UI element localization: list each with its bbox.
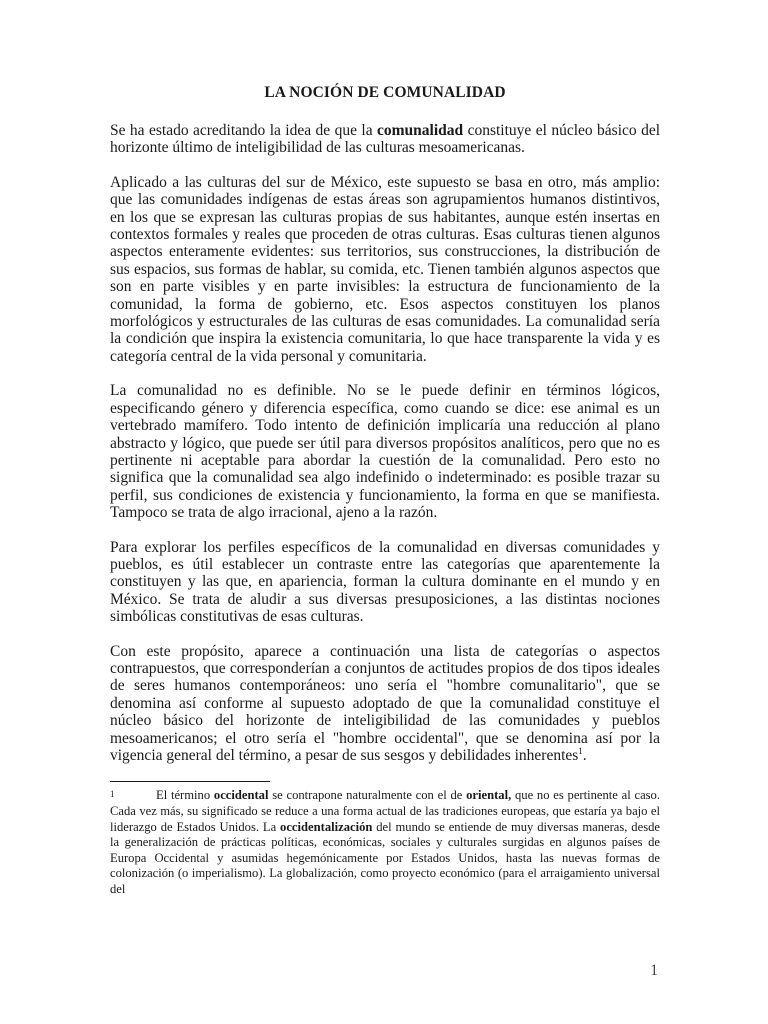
footnote-text-e: que no es pertinente al caso. Cada vez más, su significado se reduce a una forma actual de las tradiciones europeas, que estaría ya bajo el liderazgo de Estados Unidos. La xyxy=(110,788,661,834)
footnote-text-c: se contrapone naturalmente con el de xyxy=(268,788,467,803)
page-number: 1 xyxy=(650,962,658,979)
footnote-bold-occidental: occidental xyxy=(213,788,269,803)
footnote-text-a: El término xyxy=(156,788,214,803)
paragraph-1-bold-term: comunalidad xyxy=(377,122,464,139)
paragraph-5-text: Con este propósito, aparece a continuación una lista de categorías o aspectos contrapuestos, que corresponderían a conjuntos de actitudes propios de dos tipos ideales de seres humanos contemporáneos: uno sería el "hombre comunalitario", que se denomina así conforme al supuesto adoptado de que la comunalidad constituye el núcleo básico del horizonte de inteligibilidad de las comunidades y pueblos mesoamericanos; el otro sería el "hombre occidental", que se denomina así por la vigencia general del término, a pesar de sus sesgos y debilidades inherentes xyxy=(110,642,660,764)
paragraph-4: Para explorar los perfiles específicos de la comunalidad en diversas comunidades y pueblos, es útil establecer un contraste entre las categorías que aparentemente la constituyen y las que, en apariencia, forman la cultura dominante en el mundo y en México. Se trata de aludir a sus diversas presuposiciones, a las distintas nociones simbólicas constitutivas de esas culturas. xyxy=(110,538,660,626)
paragraph-5 xyxy=(110,643,660,765)
footnote-1 xyxy=(110,788,660,897)
page-title: LA NOCIÓN DE COMUNALIDAD xyxy=(264,84,506,101)
document-body xyxy=(110,84,660,898)
paragraph-1-text-c: constituye el núcleo básico del horizonte último de inteligibilidad de las culturas mesoamericanas. xyxy=(110,122,661,157)
paragraph-3: La comunalidad no es definible. No se le puede definir en términos lógicos, especificando género y diferencia específica, como cuando se dice: ese animal es un vertebrado mamífero. Todo intento de definición implicaría una reducción al plano abstracto y lógico, que puede ser útil para diversos propósitos analíticos, pero que no es pertinente ni aceptable para abordar la cuestión de la comunalidad. Pero esto no significa que la comunalidad sea algo indefinido o indeterminado: es posible trazar su perfil, sus condiciones de existencia y funcionamiento, la forma en que se manifiesta. Tampoco se trata de algo irracional, ajeno a la razón. xyxy=(110,382,660,522)
paragraph-5-end: . xyxy=(582,747,587,764)
footnote-text-g: del mundo se entiende de muy diversas maneras, desde la generalización de prácticas políticas, económicas, sociales y culturales surgidas en algunos países de Europa Occidental y asumidas hegemónicamente por Estados Unidos, hasta las nuevas formas de colonización (o imperialismo). La globalización, como proyecto económico (para el arraigamiento universal del xyxy=(110,819,660,896)
footnote-separator xyxy=(110,781,270,782)
footnote-reference[interactable]: 1 xyxy=(578,745,583,756)
footnote-bold-occidentalizacion: occidentalización xyxy=(280,819,373,834)
paragraph-1-text-a: Se ha estado acreditando la idea de que la xyxy=(110,122,378,139)
footnote-number: 1 xyxy=(110,789,115,800)
paragraph-1 xyxy=(110,122,660,157)
paragraph-2: Aplicado a las culturas del sur de México, este supuesto se basa en otro, más amplio: que las comunidades indígenas de estas áreas son agrupamientos humanos distintivos, en los que se expresan las culturas propias de sus habitantes, aunque estén insertas en contextos formales y reales que proceden de otras culturas. Esas culturas tienen algunos aspectos enteramente evidentes: sus territorios, sus construcciones, la distribución de sus espacios, sus formas de hablar, su comida, etc. Tienen también algunos aspectos que son en parte visibles y en parte invisibles: la estructura de funcionamiento de la comunidad, la forma de gobierno, etc. Esos aspectos constituyen los planos morfológicos y estructurales de las culturas de esas comunidades. La comunalidad sería la condición que inspira la existencia comunitaria, lo que hace transparente la vida y es categoría central de la vida personal y comunitaria. xyxy=(110,173,660,365)
footnote-bold-oriental: oriental, xyxy=(466,788,512,803)
